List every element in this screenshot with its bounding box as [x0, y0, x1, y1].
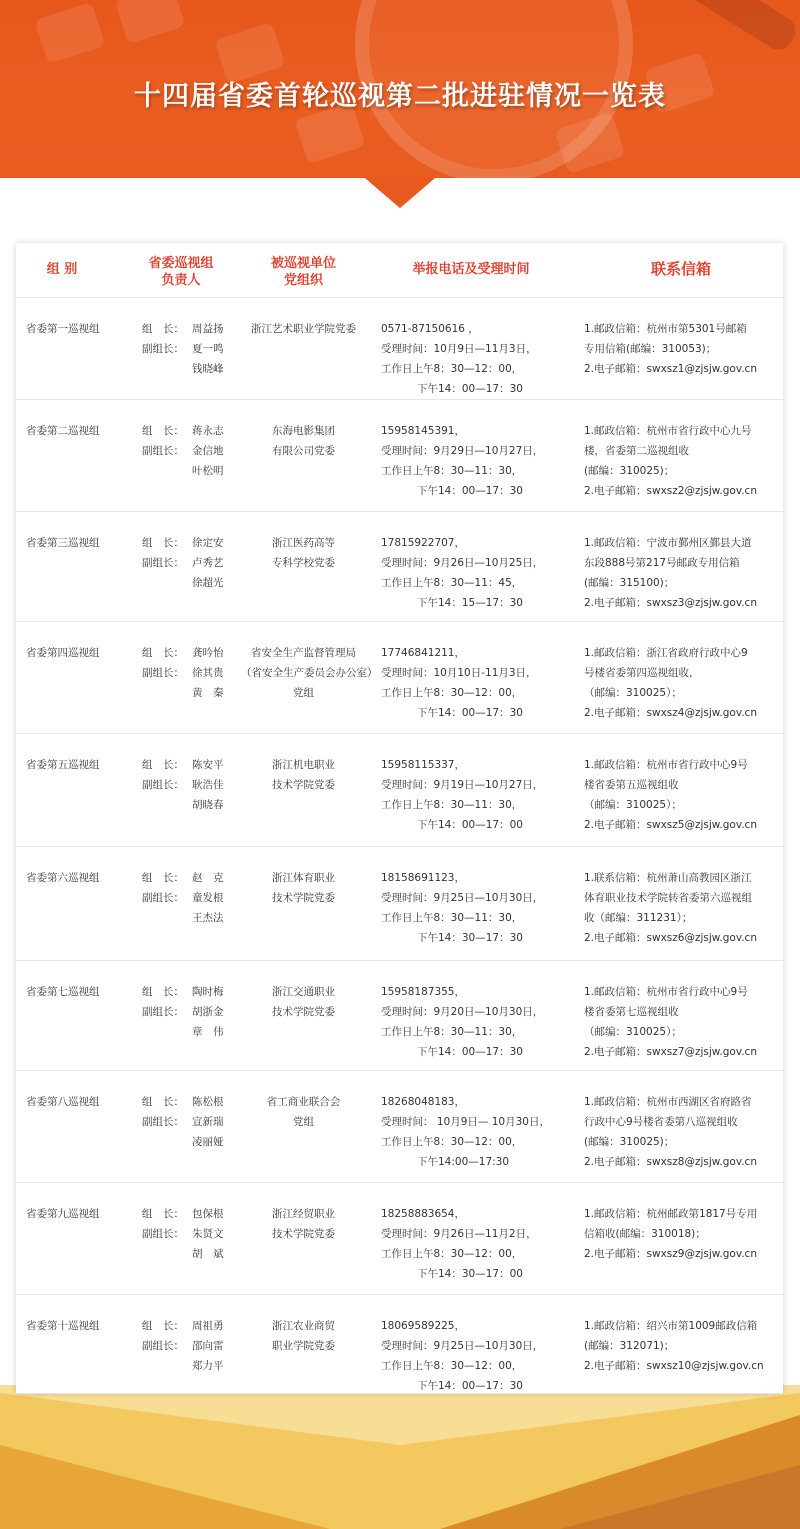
phone-line: 受理时间：9月19日—10月27日， — [381, 779, 544, 791]
table-row — [16, 399, 783, 512]
mailbox-info — [584, 1092, 780, 1172]
phone-line: 18158691123， — [381, 872, 465, 884]
leader-name: 周益扬 — [192, 323, 224, 335]
leader-role: 副组长： — [142, 667, 184, 679]
phone-and-hours — [381, 1316, 543, 1396]
phone-line: 下午14：00—17：30 — [417, 485, 523, 497]
header-leader: 省委巡视组 负责人 — [148, 256, 214, 288]
mailbox-line: 1.邮政信箱：绍兴市第1009邮政信箱 — [584, 1320, 758, 1332]
phone-line: 15958187355， — [381, 986, 465, 998]
phone-and-hours — [381, 1092, 550, 1172]
inspected-unit — [241, 755, 366, 795]
phone-line: 受理时间：9月29日—10月27日， — [381, 445, 544, 457]
mailbox-line: 楼省委第五巡视组收 — [584, 779, 679, 791]
unit-line: 浙江机电职业 — [272, 759, 335, 771]
phone-line: 工作日上午8：30—12：00， — [381, 363, 523, 375]
leader-name: 赵 克 — [192, 872, 224, 884]
leader-role: 副组长： — [142, 1116, 184, 1128]
leader-line — [142, 461, 232, 481]
phone-line: 受理时间：9月26日—10月25日， — [381, 557, 544, 569]
unit-line: 有限公司党委 — [272, 445, 335, 457]
phone-line: 18069589225， — [381, 1320, 465, 1332]
mailbox-line: （邮编：310025）； — [584, 799, 682, 811]
inspected-unit — [241, 1092, 366, 1132]
unit-line: 浙江交通职业 — [272, 986, 335, 998]
leader-line — [142, 1244, 232, 1264]
table-row — [16, 621, 783, 734]
mailbox-line: 2.电子邮箱：swxsz8@zjsjw.gov.cn — [584, 1156, 757, 1168]
unit-line: 浙江经贸职业 — [272, 1208, 335, 1220]
leader-role: 组 长： — [142, 425, 184, 437]
leader-role: 副组长： — [142, 779, 184, 791]
leader-line — [142, 755, 232, 775]
mailbox-line: 收（邮编：311231）； — [584, 912, 693, 924]
leader-line — [142, 421, 232, 441]
inspected-unit — [241, 982, 366, 1022]
phone-line: 受理时间：10月10日-11月3日， — [381, 667, 537, 679]
unit-line: 技术学院党委 — [272, 1228, 335, 1240]
mailbox-line: 1.邮政信箱：杭州市省行政中心九号 — [584, 425, 752, 437]
leader-line — [142, 1002, 232, 1022]
mailbox-line: (邮编：310025)； — [584, 465, 675, 477]
mailbox-line: 号楼省委第四巡视组收， — [584, 667, 700, 679]
group-name: 省委第十巡视组 — [26, 1320, 100, 1332]
leader-role: 组 长： — [142, 1320, 184, 1332]
leader-role: 组 长： — [142, 1208, 184, 1220]
phone-line: 工作日上午8：30—12：00， — [381, 1136, 523, 1148]
leader-line — [142, 775, 232, 795]
mailbox-info — [584, 982, 780, 1062]
leader-name: 朱贤文 — [192, 1228, 224, 1240]
leader-line — [142, 663, 232, 683]
group-name: 省委第三巡视组 — [26, 537, 100, 549]
inspected-unit — [241, 1316, 366, 1356]
leader-name: 龚吟怡 — [192, 647, 224, 659]
leader-line — [142, 868, 232, 888]
leader-name: 胡 斌 — [192, 1248, 224, 1260]
leader-list — [142, 643, 232, 703]
mailbox-line: （邮编：310025）； — [584, 1026, 682, 1038]
table-header — [16, 243, 783, 298]
keyboard-key-decor — [34, 2, 105, 64]
leader-role: 副组长： — [142, 557, 184, 569]
table-row — [16, 511, 783, 622]
leader-name: 金信地 — [192, 445, 224, 457]
phone-line: 下午14:00—17:30 — [417, 1156, 510, 1168]
leader-line — [142, 1356, 232, 1376]
footer-decor — [0, 1385, 800, 1529]
mailbox-line: 2.电子邮箱：swxsz10@zjsjw.gov.cn — [584, 1360, 764, 1372]
phone-and-hours — [381, 319, 537, 399]
leader-line — [142, 359, 232, 379]
leader-role: 组 长： — [142, 759, 184, 771]
leader-name: 凌丽娅 — [192, 1136, 224, 1148]
leader-name: 胡晓春 — [192, 799, 224, 811]
leader-list — [142, 1092, 232, 1152]
phone-line: 下午14：00—17：30 — [417, 1046, 523, 1058]
leader-line — [142, 319, 232, 339]
phone-line: 工作日上午8：30—11：30， — [381, 912, 523, 924]
phone-and-hours — [381, 868, 543, 948]
mailbox-info — [584, 421, 780, 501]
mailbox-line: 行政中心9号楼省委第八巡视组收 — [584, 1116, 738, 1128]
phone-line: 17815922707， — [381, 537, 465, 549]
unit-line: 技术学院党委 — [272, 779, 335, 791]
header-group: 组 别 — [46, 262, 78, 277]
leader-name: 夏一鸣 — [192, 343, 224, 355]
leader-list — [142, 1316, 232, 1376]
unit-line: 浙江医药高等 — [272, 537, 335, 549]
mailbox-line: 2.电子邮箱：swxsz7@zjsjw.gov.cn — [584, 1046, 757, 1058]
mailbox-info — [584, 1204, 780, 1264]
leader-line — [142, 339, 232, 359]
group-name: 省委第六巡视组 — [26, 872, 100, 884]
leader-name: 胡浙金 — [192, 1006, 224, 1018]
page-title: 十四届省委首轮巡视第二批进驻情况一览表 — [134, 81, 666, 112]
mailbox-info — [584, 643, 780, 723]
unit-line: 省工商业联合会 — [266, 1096, 341, 1108]
leader-line — [142, 533, 232, 553]
phone-line: 工作日上午8：30—12：00， — [381, 687, 523, 699]
group-name: 省委第七巡视组 — [26, 986, 100, 998]
leader-line — [142, 1132, 232, 1152]
leader-name: 郑力平 — [192, 1360, 224, 1372]
phone-and-hours — [381, 1204, 537, 1284]
mailbox-line: 2.电子邮箱：swxsz3@zjsjw.gov.cn — [584, 597, 757, 609]
leader-list — [142, 319, 232, 379]
phone-line: 工作日上午8：30—11：30， — [381, 465, 523, 477]
phone-line: 下午14：00—17：30 — [417, 707, 523, 719]
mailbox-info — [584, 319, 780, 379]
phone-line: 工作日上午8：30—11：30， — [381, 1026, 523, 1038]
leader-name: 叶松明 — [192, 465, 224, 477]
mailbox-line: （邮编：310025）； — [584, 687, 682, 699]
leader-role: 副组长： — [142, 892, 184, 904]
header-phone: 举报电话及受理时间 — [412, 262, 530, 277]
mailbox-line: 1.邮政信箱：杭州市省行政中心9号 — [584, 759, 748, 771]
unit-line: 浙江艺术职业学院党委 — [251, 323, 356, 335]
leader-name: 陶时梅 — [192, 986, 224, 998]
leader-line — [142, 1092, 232, 1112]
group-name: 省委第四巡视组 — [26, 647, 100, 659]
leader-line — [142, 1204, 232, 1224]
table-row — [16, 733, 783, 847]
mailbox-line: 体育职业技术学院转省委第六巡视组 — [584, 892, 752, 904]
mailbox-line: 2.电子邮箱：swxsz4@zjsjw.gov.cn — [584, 707, 757, 719]
leader-name: 宣新瑞 — [192, 1116, 224, 1128]
group-name: 省委第八巡视组 — [26, 1096, 100, 1108]
leader-name: 童发根 — [192, 892, 224, 904]
phone-line: 受理时间：10月9日—11月3日， — [381, 343, 537, 355]
mailbox-line: (邮编：310025)； — [584, 1136, 675, 1148]
leader-name: 邵向雷 — [192, 1340, 224, 1352]
leader-role: 副组长： — [142, 1228, 184, 1240]
leader-role: 组 长： — [142, 986, 184, 998]
mailbox-info — [584, 868, 780, 948]
leader-line — [142, 888, 232, 908]
mailbox-line: 2.电子邮箱：swxsz9@zjsjw.gov.cn — [584, 1248, 757, 1260]
leader-list — [142, 868, 232, 928]
leader-name: 徐其贵 — [192, 667, 224, 679]
phone-line: 下午14：00—17：00 — [417, 819, 523, 831]
leader-list — [142, 755, 232, 815]
header-mailbox: 联系信箱 — [650, 260, 711, 278]
mailbox-line: 专用信箱(邮编：310053)； — [584, 343, 717, 355]
group-name: 省委第五巡视组 — [26, 759, 100, 771]
inspected-unit — [241, 868, 366, 908]
leader-name: 陈安平 — [192, 759, 224, 771]
unit-line: 技术学院党委 — [272, 1006, 335, 1018]
mailbox-line: 东段888号第217号邮政专用信箱 — [584, 557, 740, 569]
phone-line: 受理时间：9月25日—10月30日， — [381, 892, 544, 904]
phone-line: 下午14：30—17：00 — [417, 1268, 523, 1280]
leader-line — [142, 1112, 232, 1132]
keyboard-key-decor — [114, 0, 185, 44]
table-row — [16, 1294, 783, 1394]
leader-name: 陈松根 — [192, 1096, 224, 1108]
unit-line: 省安全生产监督管理局 — [251, 647, 356, 659]
leader-line — [142, 441, 232, 461]
phone-line: 下午14：15—17：30 — [417, 597, 523, 609]
mailbox-info — [584, 533, 780, 613]
phone-and-hours — [381, 643, 537, 723]
inspected-unit — [241, 319, 366, 339]
leader-line — [142, 643, 232, 663]
mailbox-line: 2.电子邮箱：swxsz2@zjsjw.gov.cn — [584, 485, 757, 497]
phone-line: 工作日上午8：30—12：00， — [381, 1248, 523, 1260]
leader-line — [142, 908, 232, 928]
inspected-unit — [241, 533, 366, 573]
mailbox-info — [584, 755, 780, 835]
leader-name: 章 伟 — [192, 1026, 224, 1038]
mailbox-line: 2.电子邮箱：swxsz6@zjsjw.gov.cn — [584, 932, 757, 944]
leader-role: 副组长： — [142, 445, 184, 457]
phone-line: 受理时间：9月26日—11月2日， — [381, 1228, 537, 1240]
leader-list — [142, 982, 232, 1042]
table-row — [16, 846, 783, 961]
leader-role: 组 长： — [142, 647, 184, 659]
phone-line: 下午14：30—17：30 — [417, 932, 523, 944]
leader-role: 副组长： — [142, 1340, 184, 1352]
table-row — [16, 297, 783, 400]
mailbox-line: 1.邮政信箱：宁波市鄞州区鄞县大道 — [584, 537, 752, 549]
banner-notch-decor — [0, 178, 800, 212]
phone-and-hours — [381, 982, 543, 1062]
leader-role: 组 长： — [142, 872, 184, 884]
inspection-table — [16, 243, 783, 1393]
unit-line: 东海电影集团 — [272, 425, 335, 437]
mailbox-line: 1.邮政信箱：杭州市第5301号邮箱 — [584, 323, 747, 335]
phone-line: 工作日上午8：30—11：30， — [381, 799, 523, 811]
group-name: 省委第二巡视组 — [26, 425, 100, 437]
leader-role: 副组长： — [142, 1006, 184, 1018]
header-unit: 被巡视单位 党组织 — [270, 256, 336, 288]
leader-name: 黄 秦 — [192, 687, 224, 699]
table-row — [16, 1182, 783, 1295]
group-name: 省委第一巡视组 — [26, 323, 100, 335]
unit-line: 党组 — [293, 1116, 314, 1128]
leader-line — [142, 553, 232, 573]
phone-line: 18268048183， — [381, 1096, 465, 1108]
phone-and-hours — [381, 755, 543, 835]
table-row — [16, 960, 783, 1071]
leader-list — [142, 421, 232, 481]
phone-line: 0571-87150616 ， — [381, 323, 479, 335]
phone-line: 受理时间： 10月9日— 10月30日， — [381, 1116, 550, 1128]
mailbox-line: 1.邮政信箱：杭州邮政第1817号专用 — [584, 1208, 758, 1220]
leader-line — [142, 1316, 232, 1336]
leader-name: 周祖勇 — [192, 1320, 224, 1332]
mailbox-line: 1.邮政信箱：杭州市省行政中心9号 — [584, 986, 748, 998]
leader-line — [142, 1224, 232, 1244]
mailbox-line: 1.邮政信箱：杭州市西湖区省府路省 — [584, 1096, 752, 1108]
phone-line: 工作日上午8：30—11：45， — [381, 577, 523, 589]
group-name: 省委第九巡视组 — [26, 1208, 100, 1220]
unit-line: 浙江农业商贸 — [272, 1320, 335, 1332]
leader-line — [142, 683, 232, 703]
unit-line: 浙江体育职业 — [272, 872, 335, 884]
leader-name: 卢秀艺 — [192, 557, 224, 569]
phone-line: 下午14：00—17：30 — [417, 383, 523, 395]
table-row — [16, 1070, 783, 1183]
leader-line — [142, 573, 232, 593]
unit-line: 职业学院党委 — [272, 1340, 335, 1352]
leader-name: 徐超光 — [192, 577, 224, 589]
unit-line: 技术学院党委 — [272, 892, 335, 904]
leader-name: 包保根 — [192, 1208, 224, 1220]
mailbox-line: 1.邮政信箱：浙江省政府行政中心9 — [584, 647, 748, 659]
mailbox-line: (邮编：312071)； — [584, 1340, 675, 1352]
phone-line: 15958145391， — [381, 425, 465, 437]
phone-line: 18258883654， — [381, 1208, 465, 1220]
leader-role: 组 长： — [142, 537, 184, 549]
phone-line: 受理时间：9月25日—10月30日， — [381, 1340, 544, 1352]
leader-list — [142, 533, 232, 593]
inspected-unit — [241, 1204, 366, 1244]
leader-name: 王杰法 — [192, 912, 224, 924]
leader-role: 副组长： — [142, 343, 184, 355]
unit-line: 专科学校党委 — [272, 557, 335, 569]
phone-line: 15958115337， — [381, 759, 465, 771]
unit-line: （省安全生产委员会办公室） — [241, 667, 378, 679]
leader-line — [142, 982, 232, 1002]
mailbox-line: (邮编：315100)； — [584, 577, 675, 589]
inspected-unit — [241, 643, 378, 703]
phone-line: 受理时间：9月20日—10月30日， — [381, 1006, 544, 1018]
phone-line: 17746841211， — [381, 647, 465, 659]
mailbox-line: 1.联系信箱：杭州萧山高教园区浙江 — [584, 872, 752, 884]
leader-role: 组 长： — [142, 1096, 184, 1108]
leader-line — [142, 1336, 232, 1356]
leader-name: 钱晓峰 — [192, 363, 224, 375]
mailbox-info — [584, 1316, 780, 1376]
mailbox-line: 楼省委第七巡视组收 — [584, 1006, 679, 1018]
mailbox-line: 信箱收(邮编：310018)； — [584, 1228, 706, 1240]
leader-role: 组 长： — [142, 323, 184, 335]
phone-line: 工作日上午8：30—12：00， — [381, 1360, 523, 1372]
leader-line — [142, 1022, 232, 1042]
mailbox-line: 楼，省委第二巡视组收 — [584, 445, 689, 457]
leader-line — [142, 795, 232, 815]
unit-line: 党组 — [293, 687, 314, 699]
mailbox-line: 2.电子邮箱：swxsz1@zjsjw.gov.cn — [584, 363, 757, 375]
mailbox-line: 2.电子邮箱：swxsz5@zjsjw.gov.cn — [584, 819, 757, 831]
phone-and-hours — [381, 421, 543, 501]
leader-name: 耿浩佳 — [192, 779, 224, 791]
leader-name: 蒋永志 — [192, 425, 224, 437]
inspected-unit — [241, 421, 366, 461]
leader-name: 徐定安 — [192, 537, 224, 549]
phone-and-hours — [381, 533, 543, 613]
phone-line: 下午14：00—17：30 — [417, 1380, 523, 1392]
leader-list — [142, 1204, 232, 1264]
